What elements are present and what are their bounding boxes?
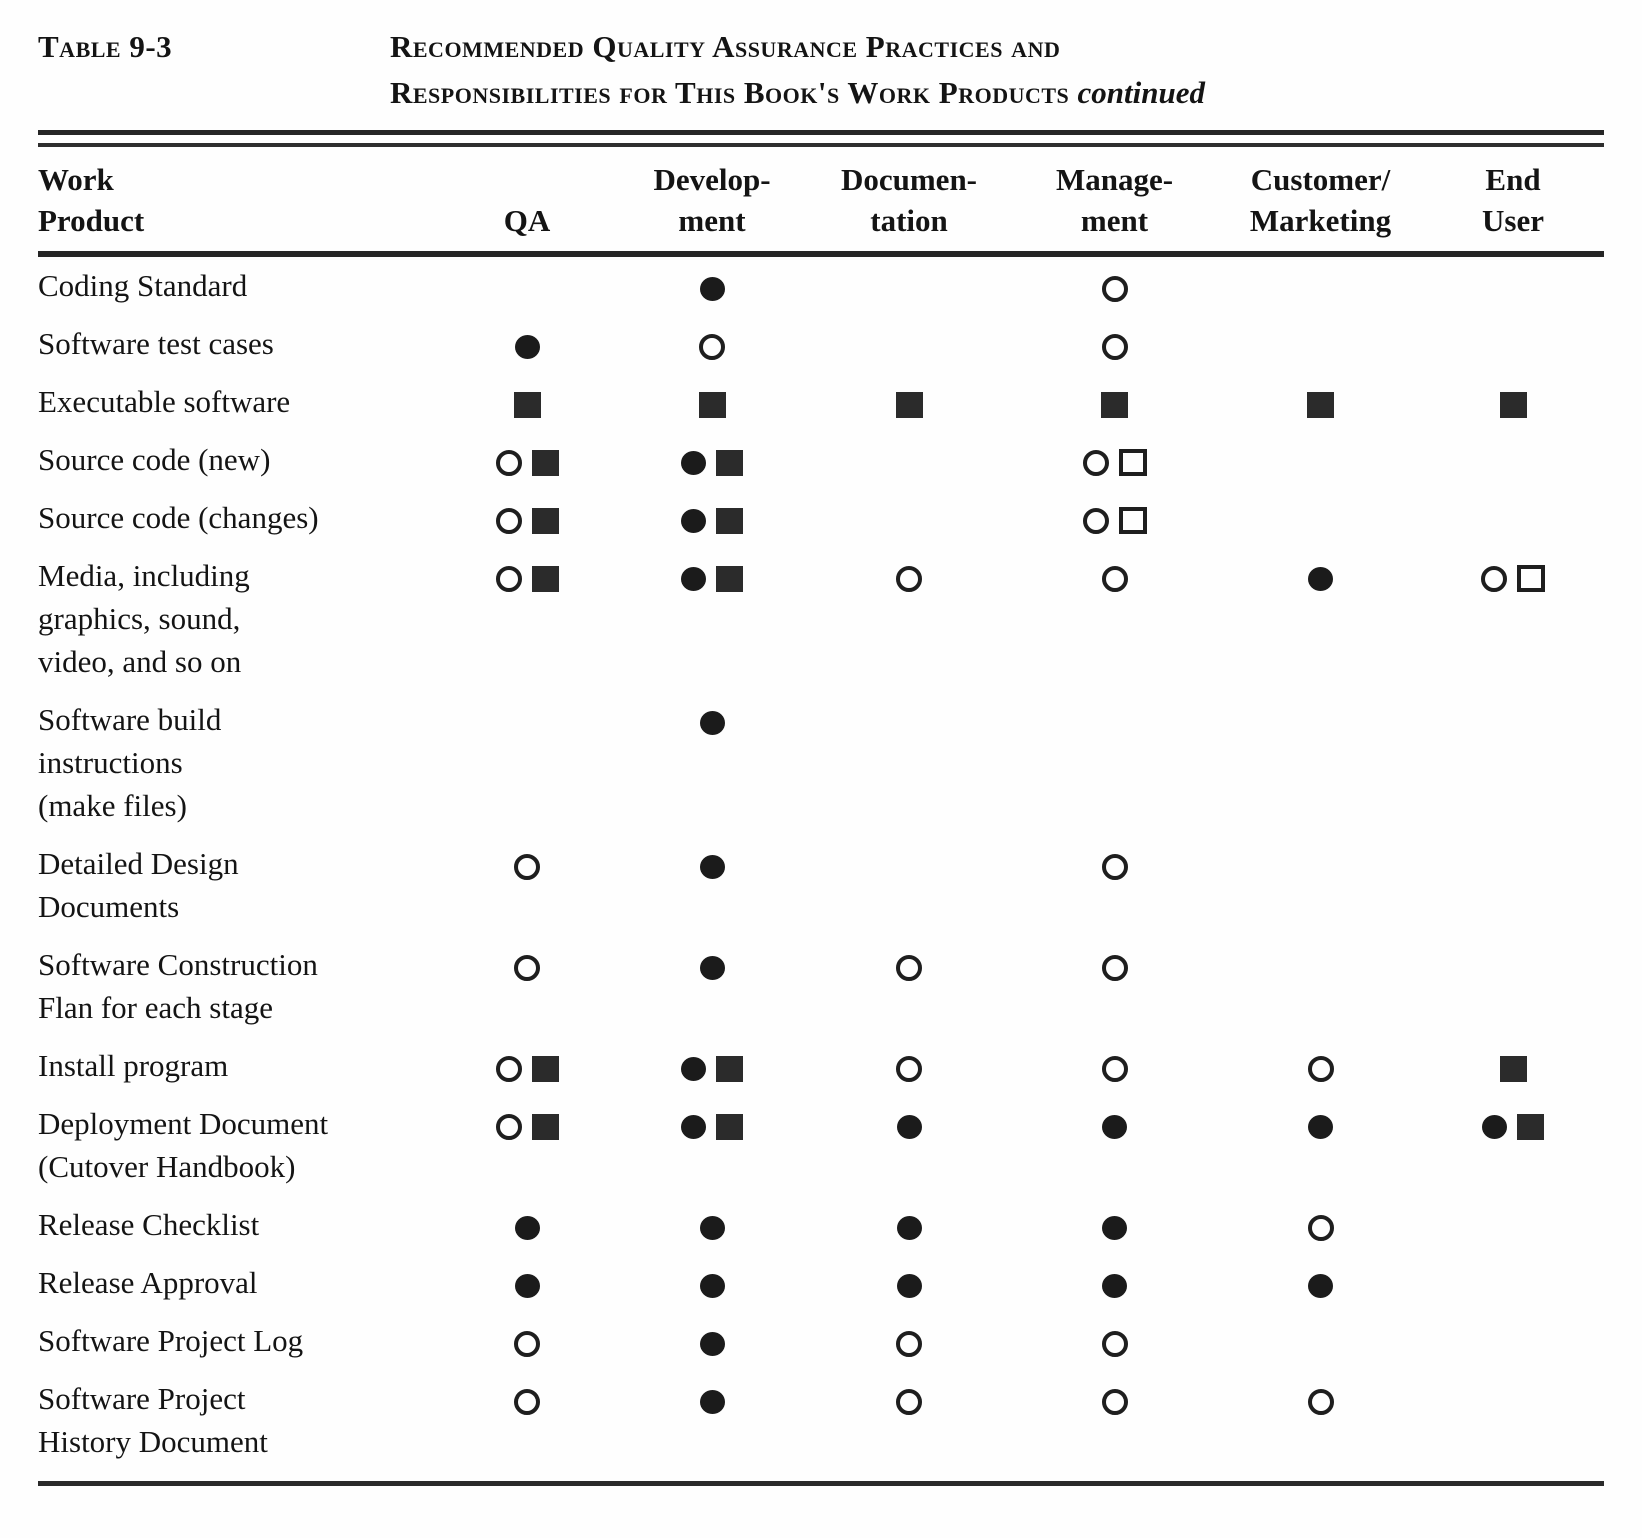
cell-development xyxy=(616,315,808,373)
cell-management xyxy=(1010,1037,1219,1095)
cell-management xyxy=(1010,691,1219,835)
cell-development xyxy=(616,1254,808,1312)
table-number-label: Table 9-3 xyxy=(38,29,173,64)
cell-documentation xyxy=(808,936,1010,1037)
cell-documentation xyxy=(808,431,1010,489)
cell-documentation xyxy=(808,1370,1010,1471)
filled-circle-icon xyxy=(681,451,706,475)
open-circle-icon xyxy=(496,566,522,592)
filled-circle-icon xyxy=(700,1390,725,1414)
filled-square-icon xyxy=(532,1114,559,1140)
cell-development xyxy=(616,1312,808,1370)
col-header-development: Develop- ment xyxy=(616,147,808,254)
filled-square-icon xyxy=(716,450,743,476)
table-title-line2 xyxy=(390,70,1205,116)
cell-end-user xyxy=(1422,1312,1604,1370)
bottom-rule xyxy=(38,1481,1604,1486)
work-product-label: Media, including graphics, sound, video, and so on xyxy=(38,558,250,679)
filled-circle-icon xyxy=(1102,1115,1127,1139)
work-product-label: Software test cases xyxy=(38,326,274,361)
cell-qa xyxy=(438,1095,616,1196)
cell-documentation xyxy=(808,835,1010,936)
cell-end-user xyxy=(1422,1037,1604,1095)
cell-customer-marketing xyxy=(1219,431,1422,489)
cell-customer-marketing xyxy=(1219,315,1422,373)
filled-circle-icon xyxy=(515,1274,540,1298)
filled-square-icon xyxy=(699,392,726,418)
open-circle-icon xyxy=(514,1389,540,1415)
cell-documentation xyxy=(808,1312,1010,1370)
cell-documentation xyxy=(808,1037,1010,1095)
table-row xyxy=(38,1370,1604,1471)
filled-square-icon xyxy=(716,508,743,534)
filled-circle-icon xyxy=(700,1274,725,1298)
cell-management xyxy=(1010,1370,1219,1471)
cell-customer-marketing xyxy=(1219,489,1422,547)
cell-development xyxy=(616,835,808,936)
cell-customer-marketing xyxy=(1219,1095,1422,1196)
filled-circle-icon xyxy=(681,1057,706,1081)
table-row xyxy=(38,254,1604,315)
filled-square-icon xyxy=(1101,392,1128,418)
cell-customer-marketing xyxy=(1219,1254,1422,1312)
work-product-label: Software Construction Flan for each stage xyxy=(38,947,318,1025)
cell-management xyxy=(1010,1196,1219,1254)
work-product-label: Install program xyxy=(38,1048,229,1083)
cell-management xyxy=(1010,489,1219,547)
filled-circle-icon xyxy=(681,567,706,591)
header-row xyxy=(38,147,1604,254)
col-header-documentation: Documen- tation xyxy=(808,147,1010,254)
cell-documentation xyxy=(808,373,1010,431)
work-product-label: Release Checklist xyxy=(38,1207,260,1242)
open-circle-icon xyxy=(1102,334,1128,360)
cell-end-user xyxy=(1422,373,1604,431)
open-circle-icon xyxy=(514,1331,540,1357)
filled-circle-icon xyxy=(700,1332,725,1356)
open-circle-icon xyxy=(1102,1389,1128,1415)
table-row xyxy=(38,936,1604,1037)
filled-square-icon xyxy=(1500,1056,1527,1082)
cell-development xyxy=(616,547,808,691)
filled-square-icon xyxy=(716,1114,743,1140)
filled-circle-icon xyxy=(1482,1115,1507,1139)
qa-responsibilities-table xyxy=(38,147,1604,1471)
top-double-rule xyxy=(38,130,1604,147)
open-circle-icon xyxy=(896,1389,922,1415)
cell-development xyxy=(616,1196,808,1254)
open-circle-icon xyxy=(496,508,522,534)
cell-documentation xyxy=(808,1196,1010,1254)
filled-circle-icon xyxy=(515,335,540,359)
open-circle-icon xyxy=(1308,1389,1334,1415)
work-product-label: Software build instructions (make files) xyxy=(38,702,222,823)
cell-development xyxy=(616,431,808,489)
table-row xyxy=(38,315,1604,373)
cell-qa xyxy=(438,1037,616,1095)
open-circle-icon xyxy=(1102,854,1128,880)
table-row xyxy=(38,835,1604,936)
open-circle-icon xyxy=(1308,1056,1334,1082)
table-row xyxy=(38,489,1604,547)
filled-square-icon xyxy=(896,392,923,418)
filled-circle-icon xyxy=(897,1274,922,1298)
cell-customer-marketing xyxy=(1219,254,1422,315)
cell-customer-marketing xyxy=(1219,1312,1422,1370)
cell-development xyxy=(616,1037,808,1095)
open-circle-icon xyxy=(496,1114,522,1140)
cell-customer-marketing xyxy=(1219,936,1422,1037)
cell-end-user xyxy=(1422,315,1604,373)
filled-circle-icon xyxy=(1308,567,1333,591)
cell-end-user xyxy=(1422,489,1604,547)
work-product-label: Deployment Document (Cutover Handbook) xyxy=(38,1106,329,1184)
table-title-line1: Recommended Quality Assurance Practices and xyxy=(390,29,1061,64)
filled-square-icon xyxy=(532,508,559,534)
work-product-label: Coding Standard xyxy=(38,268,248,303)
cell-management xyxy=(1010,547,1219,691)
filled-circle-icon xyxy=(897,1115,922,1139)
table-row xyxy=(38,1312,1604,1370)
table-row xyxy=(38,1095,1604,1196)
filled-square-icon xyxy=(1500,392,1527,418)
cell-qa xyxy=(438,315,616,373)
cell-qa xyxy=(438,373,616,431)
open-circle-icon xyxy=(896,1056,922,1082)
work-product-label: Release Approval xyxy=(38,1265,258,1300)
cell-end-user xyxy=(1422,936,1604,1037)
open-circle-icon xyxy=(1308,1215,1334,1241)
work-product-label: Software Project Log xyxy=(38,1323,304,1358)
cell-management xyxy=(1010,315,1219,373)
cell-qa xyxy=(438,254,616,315)
cell-end-user xyxy=(1422,1095,1604,1196)
cell-end-user xyxy=(1422,431,1604,489)
open-circle-icon xyxy=(896,566,922,592)
table-row xyxy=(38,1196,1604,1254)
col-header-management: Manage- ment xyxy=(1010,147,1219,254)
filled-circle-icon xyxy=(700,956,725,980)
cell-documentation xyxy=(808,254,1010,315)
filled-square-icon xyxy=(514,392,541,418)
filled-circle-icon xyxy=(700,1216,725,1240)
cell-management xyxy=(1010,1312,1219,1370)
filled-circle-icon xyxy=(681,1115,706,1139)
table-title xyxy=(390,24,1205,116)
cell-management xyxy=(1010,373,1219,431)
open-square-icon xyxy=(1119,507,1147,534)
open-circle-icon xyxy=(1481,566,1507,592)
table-row xyxy=(38,431,1604,489)
open-square-icon xyxy=(1119,449,1147,476)
filled-circle-icon xyxy=(700,711,725,735)
cell-customer-marketing xyxy=(1219,547,1422,691)
cell-end-user xyxy=(1422,691,1604,835)
cell-development xyxy=(616,936,808,1037)
filled-circle-icon xyxy=(1308,1115,1333,1139)
table-row xyxy=(38,1037,1604,1095)
cell-management xyxy=(1010,936,1219,1037)
filled-square-icon xyxy=(716,1056,743,1082)
filled-square-icon xyxy=(532,1056,559,1082)
cell-documentation xyxy=(808,691,1010,835)
cell-documentation xyxy=(808,1254,1010,1312)
cell-documentation xyxy=(808,547,1010,691)
open-circle-icon xyxy=(1102,955,1128,981)
filled-circle-icon xyxy=(1308,1274,1333,1298)
open-circle-icon xyxy=(496,450,522,476)
cell-development xyxy=(616,1095,808,1196)
cell-qa xyxy=(438,547,616,691)
open-circle-icon xyxy=(1102,1056,1128,1082)
cell-qa xyxy=(438,489,616,547)
work-product-label: Source code (changes) xyxy=(38,500,319,535)
col-header-customer-marketing: Customer/ Marketing xyxy=(1219,147,1422,254)
filled-square-icon xyxy=(532,566,559,592)
table-row xyxy=(38,373,1604,431)
cell-development xyxy=(616,1370,808,1471)
open-circle-icon xyxy=(1083,450,1109,476)
open-circle-icon xyxy=(699,334,725,360)
cell-development xyxy=(616,254,808,315)
filled-square-icon xyxy=(716,566,743,592)
cell-customer-marketing xyxy=(1219,1037,1422,1095)
filled-circle-icon xyxy=(1102,1216,1127,1240)
cell-qa xyxy=(438,1196,616,1254)
filled-square-icon xyxy=(532,450,559,476)
cell-customer-marketing xyxy=(1219,691,1422,835)
table-body xyxy=(38,254,1604,1471)
col-header-work-product: Work Product xyxy=(38,147,438,254)
open-circle-icon xyxy=(1102,276,1128,302)
cell-qa xyxy=(438,431,616,489)
cell-end-user xyxy=(1422,547,1604,691)
cell-qa xyxy=(438,1312,616,1370)
cell-documentation xyxy=(808,315,1010,373)
cell-development xyxy=(616,691,808,835)
filled-square-icon xyxy=(1307,392,1334,418)
work-product-label: Source code (new) xyxy=(38,442,271,477)
cell-qa xyxy=(438,936,616,1037)
filled-circle-icon xyxy=(1102,1274,1127,1298)
open-circle-icon xyxy=(1102,1331,1128,1357)
col-header-qa: QA xyxy=(438,147,616,254)
table-title-line2-text: Responsibilities for This Book's Work Products xyxy=(390,75,1070,110)
cell-customer-marketing xyxy=(1219,1196,1422,1254)
cell-qa xyxy=(438,691,616,835)
filled-circle-icon xyxy=(897,1216,922,1240)
cell-documentation xyxy=(808,489,1010,547)
cell-management xyxy=(1010,1095,1219,1196)
cell-end-user xyxy=(1422,1370,1604,1471)
table-row xyxy=(38,691,1604,835)
open-circle-icon xyxy=(896,955,922,981)
open-circle-icon xyxy=(514,955,540,981)
cell-development xyxy=(616,489,808,547)
filled-circle-icon xyxy=(700,855,725,879)
cell-qa xyxy=(438,1254,616,1312)
cell-documentation xyxy=(808,1095,1010,1196)
col-header-end-user: End User xyxy=(1422,147,1604,254)
filled-circle-icon xyxy=(515,1216,540,1240)
open-circle-icon xyxy=(1102,566,1128,592)
cell-customer-marketing xyxy=(1219,373,1422,431)
cell-end-user xyxy=(1422,1254,1604,1312)
cell-end-user xyxy=(1422,1196,1604,1254)
cell-management xyxy=(1010,835,1219,936)
table-row xyxy=(38,1254,1604,1312)
filled-circle-icon xyxy=(681,509,706,533)
table-caption xyxy=(38,24,1604,116)
cell-qa xyxy=(438,835,616,936)
open-circle-icon xyxy=(896,1331,922,1357)
open-circle-icon xyxy=(514,854,540,880)
continued-label: continued xyxy=(1077,75,1206,110)
cell-customer-marketing xyxy=(1219,1370,1422,1471)
work-product-label: Detailed Design Documents xyxy=(38,846,239,924)
cell-management xyxy=(1010,431,1219,489)
cell-management xyxy=(1010,254,1219,315)
open-circle-icon xyxy=(496,1056,522,1082)
open-circle-icon xyxy=(1083,508,1109,534)
filled-square-icon xyxy=(1517,1114,1544,1140)
cell-end-user xyxy=(1422,835,1604,936)
filled-circle-icon xyxy=(700,277,725,301)
table-row xyxy=(38,547,1604,691)
cell-customer-marketing xyxy=(1219,835,1422,936)
cell-qa xyxy=(438,1370,616,1471)
work-product-label: Executable software xyxy=(38,384,291,419)
cell-management xyxy=(1010,1254,1219,1312)
work-product-label: Software Project History Document xyxy=(38,1381,268,1459)
cell-development xyxy=(616,373,808,431)
cell-end-user xyxy=(1422,254,1604,315)
open-square-icon xyxy=(1517,565,1545,592)
